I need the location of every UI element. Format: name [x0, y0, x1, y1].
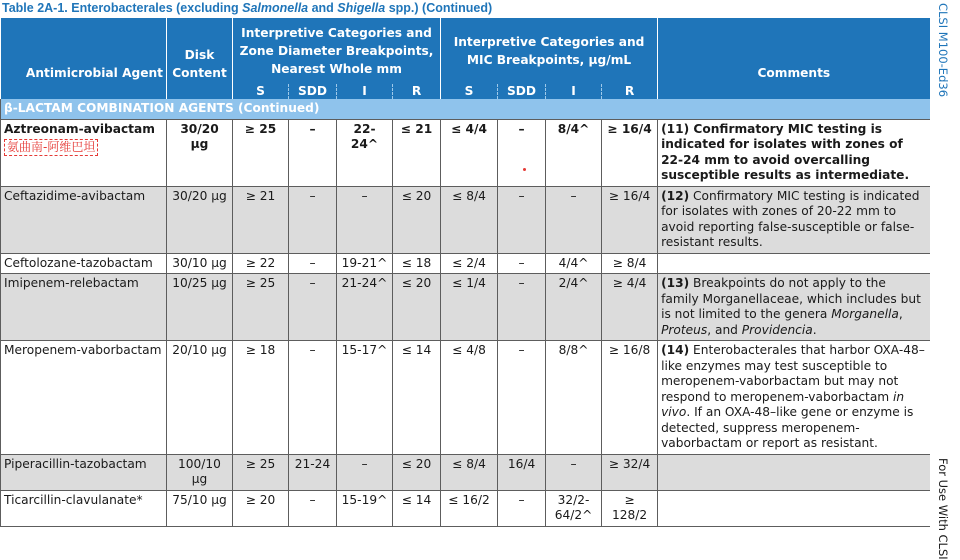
header-mic-r: R — [602, 84, 658, 99]
mic-i-cell: 4/4^ — [546, 253, 602, 274]
disk-cell: 100/10 µg — [167, 454, 233, 490]
zone-r-cell: ≤ 14 — [393, 341, 441, 455]
zone-s-cell: ≥ 20 — [233, 490, 289, 526]
mic-i-cell: 2/4^ — [546, 274, 602, 341]
zone-s-cell: ≥ 25 — [233, 454, 289, 490]
mic-sdd-cell: – — [498, 274, 546, 341]
zone-s-cell: ≥ 25 — [233, 119, 289, 186]
header-zone-group: Interpretive Categories and Zone Diameter Breakpoints, Nearest Whole mm — [233, 18, 441, 84]
mic-i-cell: 8/8^ — [546, 341, 602, 455]
zone-s-cell: ≥ 25 — [233, 274, 289, 341]
mic-sdd-cell: – — [498, 341, 546, 455]
agent-cell: Ceftolozane-tazobactam — [1, 253, 167, 274]
comment-cell — [658, 253, 930, 274]
agent-cell: Aztreonam-avibactam 氨曲南-阿维巴坦 — [1, 119, 167, 186]
disk-cell: 30/10 µg — [167, 253, 233, 274]
mic-s-cell: ≤ 4/4 — [441, 119, 498, 186]
document-id-label: CLSI M100-Ed36 — [936, 3, 950, 98]
mic-i-cell: – — [546, 454, 602, 490]
header-disk: Disk Content — [167, 18, 233, 84]
mic-r-cell: ≥ 128/2 — [602, 490, 658, 526]
zone-i-cell: 15-19^ — [337, 490, 393, 526]
zone-sdd-cell: – — [289, 274, 337, 341]
mic-s-cell: ≤ 8/4 — [441, 454, 498, 490]
mic-r-cell: ≥ 16/4 — [602, 119, 658, 186]
table-title: Table 2A-1. Enterobacterales (excluding Salmonella and Shigella spp.) (Continued) — [2, 1, 493, 15]
table-row — [1, 341, 930, 455]
comment-cell: (13) Breakpoints do not apply to the family Morganellaceae, which includes but is not limited to the genera Morganella, Proteus, and Providencia. — [658, 274, 930, 341]
zone-r-cell: ≤ 21 — [393, 119, 441, 186]
zone-i-cell: – — [337, 454, 393, 490]
zone-s-cell: ≥ 22 — [233, 253, 289, 274]
section-row — [1, 99, 930, 119]
mic-s-cell: ≤ 1/4 — [441, 274, 498, 341]
zone-i-cell: 15-17^ — [337, 341, 393, 455]
table-row — [1, 454, 930, 490]
header-spacer — [167, 84, 233, 99]
mic-sdd-cell: – — [498, 119, 546, 186]
breakpoint-table — [0, 18, 930, 527]
table-row — [1, 274, 930, 341]
header-comments: Comments — [658, 18, 930, 84]
mic-sdd-cell: 16/4 — [498, 454, 546, 490]
zone-sdd-cell: 21-24 — [289, 454, 337, 490]
section-title: β-LACTAM COMBINATION AGENTS (Continued) — [1, 99, 930, 119]
mic-sdd-cell: – — [498, 186, 546, 253]
mic-r-cell: ≥ 4/4 — [602, 274, 658, 341]
zone-i-cell: 21-24^ — [337, 274, 393, 341]
zone-r-cell: ≤ 20 — [393, 186, 441, 253]
comment-cell — [658, 454, 930, 490]
zone-r-cell: ≤ 18 — [393, 253, 441, 274]
header-mic-group: Interpretive Categories and MIC Breakpoints, µg/mL — [441, 18, 658, 84]
annotation-marker — [523, 168, 526, 171]
agent-cell: Ceftazidime-avibactam — [1, 186, 167, 253]
zone-r-cell: ≤ 20 — [393, 274, 441, 341]
mic-s-cell: ≤ 4/8 — [441, 341, 498, 455]
zone-sdd-cell: – — [289, 119, 337, 186]
zone-sdd-cell: – — [289, 341, 337, 455]
mic-i-cell: 32/2-64/2^ — [546, 490, 602, 526]
disk-cell: 30/20 µg — [167, 119, 233, 186]
header-zone-r: R — [393, 84, 441, 99]
usage-note-label: For Use With CLSI — [936, 458, 950, 560]
zone-sdd-cell: – — [289, 253, 337, 274]
table-row — [1, 186, 930, 253]
zone-i-cell: 19-21^ — [337, 253, 393, 274]
agent-cell: Ticarcillin-clavulanate* — [1, 490, 167, 526]
zone-r-cell: ≤ 14 — [393, 490, 441, 526]
table-row — [1, 119, 930, 186]
zone-sdd-cell: – — [289, 186, 337, 253]
mic-r-cell: ≥ 32/4 — [602, 454, 658, 490]
disk-cell: 10/25 µg — [167, 274, 233, 341]
header-zone-i: I — [337, 84, 393, 99]
disk-cell: 75/10 µg — [167, 490, 233, 526]
zone-r-cell: ≤ 20 — [393, 454, 441, 490]
mic-r-cell: ≥ 8/4 — [602, 253, 658, 274]
agent-cell: Piperacillin-tazobactam — [1, 454, 167, 490]
agent-cell: Meropenem-vaborbactam — [1, 341, 167, 455]
mic-sdd-cell: – — [498, 490, 546, 526]
mic-s-cell: ≤ 2/4 — [441, 253, 498, 274]
comment-cell: (11) Confirmatory MIC testing is indicated for isolates with zones of 22-24 mm to avoid overcalling susceptible results as intermediate. — [658, 119, 930, 186]
header-mic-s: S — [441, 84, 498, 99]
comment-cell: (12) Confirmatory MIC testing is indicated for isolates with zones of 20-22 mm to avoid reporting false-susceptible or false-resistant results. — [658, 186, 930, 253]
disk-cell: 30/20 µg — [167, 186, 233, 253]
mic-s-cell: ≤ 8/4 — [441, 186, 498, 253]
zone-sdd-cell: – — [289, 490, 337, 526]
zone-i-cell: – — [337, 186, 393, 253]
zone-s-cell: ≥ 18 — [233, 341, 289, 455]
mic-sdd-cell: – — [498, 253, 546, 274]
mic-i-cell: – — [546, 186, 602, 253]
mic-r-cell: ≥ 16/4 — [602, 186, 658, 253]
comment-cell: (14) Enterobacterales that harbor OXA-48–like enzymes may test susceptible to meropenem-vaborbactam but may not respond to meropenem-vaborbactam in vivo. If an OXA-48–like gene or enzyme is detected, suppress meropenem-vaborbactam or report as resistant. — [658, 341, 930, 455]
comment-cell — [658, 490, 930, 526]
zone-i-cell: 22-24^ — [337, 119, 393, 186]
zone-s-cell: ≥ 21 — [233, 186, 289, 253]
table-row — [1, 490, 930, 526]
header-spacer — [658, 84, 930, 99]
table-row — [1, 253, 930, 274]
header-spacer — [1, 84, 167, 99]
mic-r-cell: ≥ 16/8 — [602, 341, 658, 455]
mic-s-cell: ≤ 16/2 — [441, 490, 498, 526]
header-mic-i: I — [546, 84, 602, 99]
header-mic-sdd: SDD — [498, 84, 546, 99]
mic-i-cell: 8/4^ — [546, 119, 602, 186]
header-zone-sdd: SDD — [289, 84, 337, 99]
header-zone-s: S — [233, 84, 289, 99]
chinese-annotation: 氨曲南-阿维巴坦 — [4, 139, 98, 156]
disk-cell: 20/10 µg — [167, 341, 233, 455]
agent-cell: Imipenem-relebactam — [1, 274, 167, 341]
header-agent: Antimicrobial Agent — [1, 18, 167, 84]
